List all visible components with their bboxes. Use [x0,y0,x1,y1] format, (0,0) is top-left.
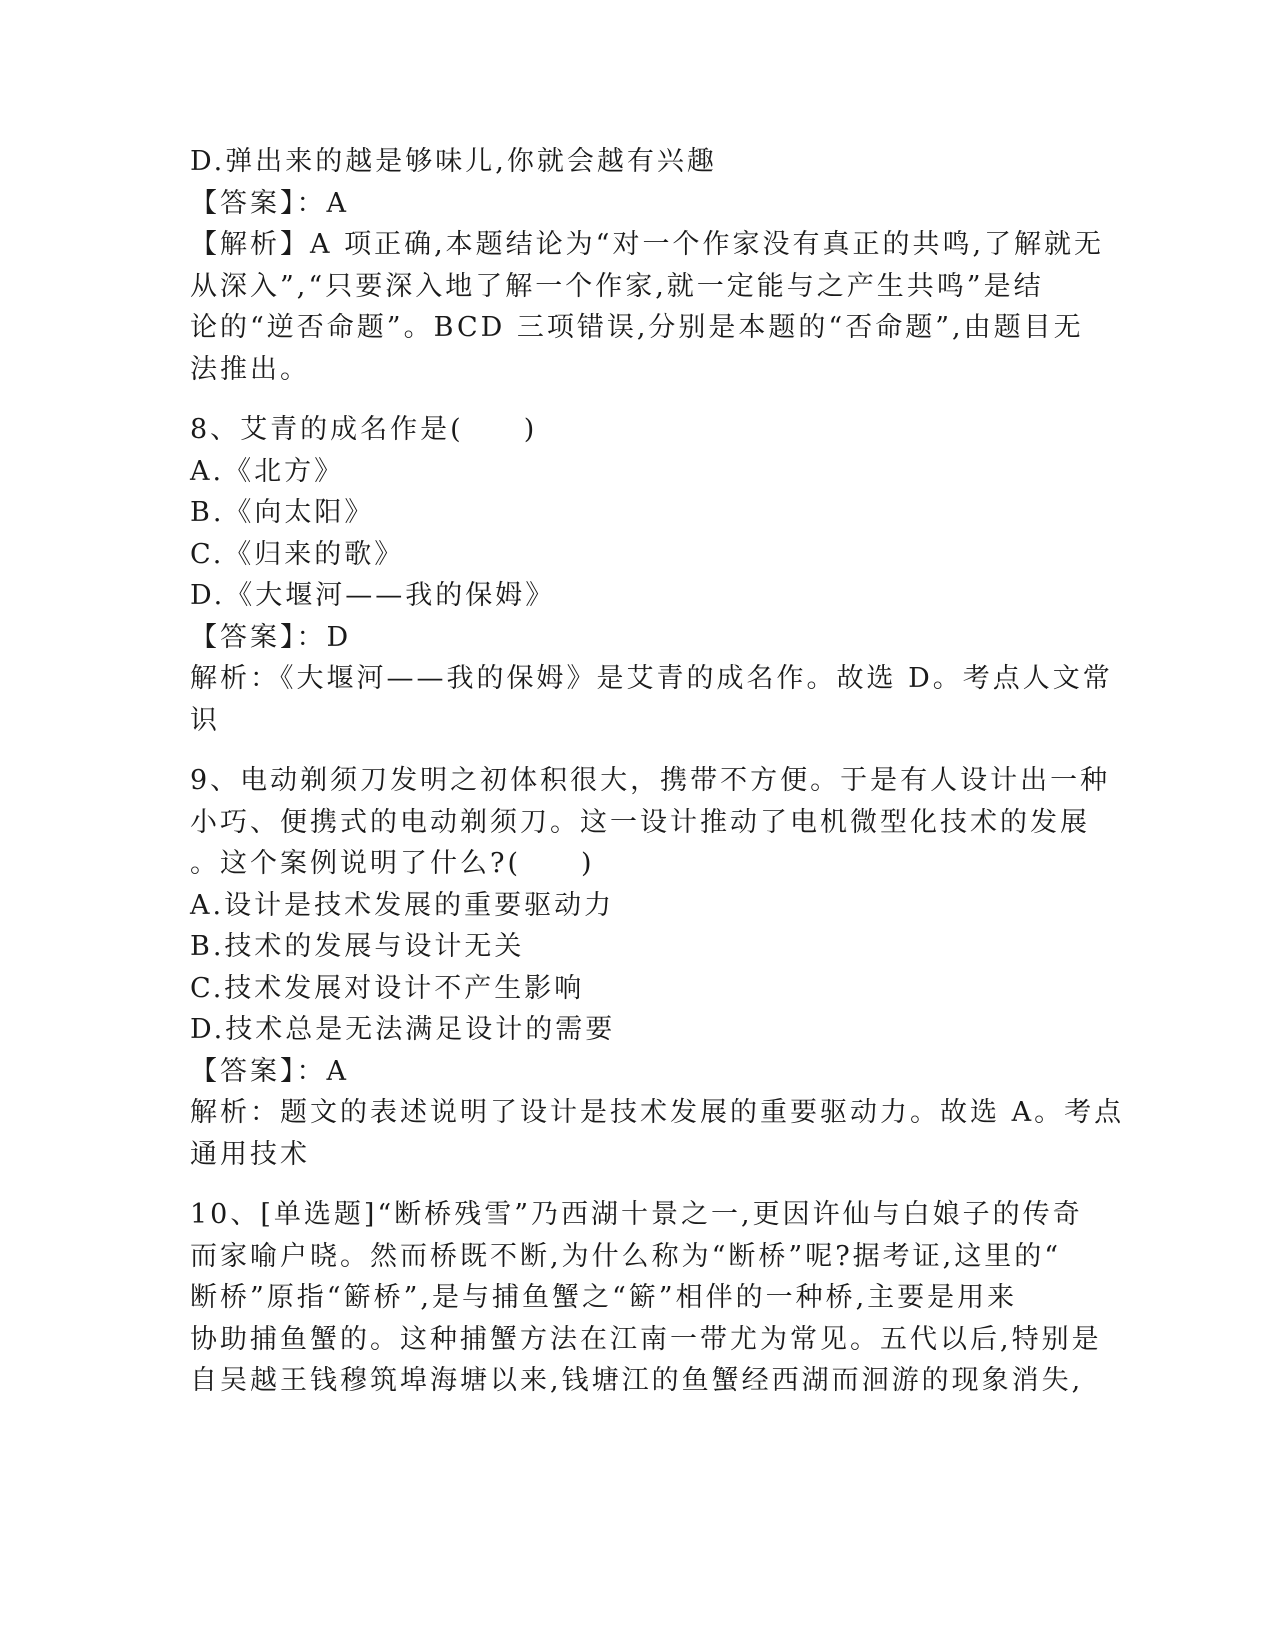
q8-analysis-line-1: 解析：《大堰河——我的保姆》是艾青的成名作。故选 D。考点人文常 [190,663,1113,694]
q8-answer: 【答案】：D [190,622,352,653]
q9-option-c: C.技术发展对设计不产生影响 [190,973,585,1004]
q10-line-4: 协助捕鱼蟹的。这种捕蟹方法在江南一带尤为常见。五代以后,特别是 [190,1324,1102,1355]
q9-analysis-line-1: 解析：题文的表述说明了设计是技术发展的重要驱动力。故选 A。考点 [190,1097,1125,1128]
q10-line-2: 而家喻户晓。然而桥既不断,为什么称为“断桥”呢?据考证,这里的“ [190,1241,1062,1272]
q8-option-c: C.《归来的歌》 [190,539,405,570]
q7-answer: 【答案】：A [190,188,349,219]
q7-analysis-line-1: 【解析】A 项正确,本题结论为“对一个作家没有真正的共鸣,了解就无 [190,229,1105,260]
q9-answer: 【答案】：A [190,1056,349,1087]
q10-line-3: 断桥”原指“簖桥”,是与捕鱼蟹之“簖”相伴的一种桥,主要是用来 [190,1282,1018,1313]
q9-option-d: D.技术总是无法满足设计的需要 [190,1014,616,1045]
q8-option-d: D.《大堰河——我的保姆》 [190,580,556,611]
q10-line-1: 10、[单选题]“断桥残雪”乃西湖十景之一,更因许仙与白娘子的传奇 [190,1199,1083,1230]
q9-analysis-line-2: 通用技术 [190,1139,310,1170]
q7-analysis-line-2: 从深入”,“只要深入地了解一个作家,就一定能与之产生共鸣”是结 [190,271,1044,302]
q9-option-b: B.技术的发展与设计无关 [190,931,525,962]
q7-analysis-line-3: 论的“逆否命题”。BCD 三项错误,分别是本题的“否命题”,由题目无 [190,312,1084,343]
q7-option-d: D.弹出来的越是够味儿,你就会越有兴趣 [190,146,717,177]
q9-question-line-3: 。这个案例说明了什么?( ) [190,848,595,879]
q7-analysis-line-4: 法推出。 [190,354,310,385]
q8-option-a: A.《北方》 [190,456,345,487]
q8-analysis-line-2: 识 [190,705,220,736]
q8-option-b: B.《向太阳》 [190,497,375,528]
q9-question-line-1: 9、电动剃须刀发明之初体积很大，携带不方便。于是有人设计出一种 [190,765,1111,796]
q10-line-5: 自吴越王钱穆筑埠海塘以来,钱塘江的鱼蟹经西湖而洄游的现象消失, [190,1365,1084,1396]
q9-question-line-2: 小巧、便携式的电动剃须刀。这一设计推动了电机微型化技术的发展 [190,807,1090,838]
q9-option-a: A.设计是技术发展的重要驱动力 [190,890,615,921]
q8-question: 8、艾青的成名作是( ) [190,414,538,445]
